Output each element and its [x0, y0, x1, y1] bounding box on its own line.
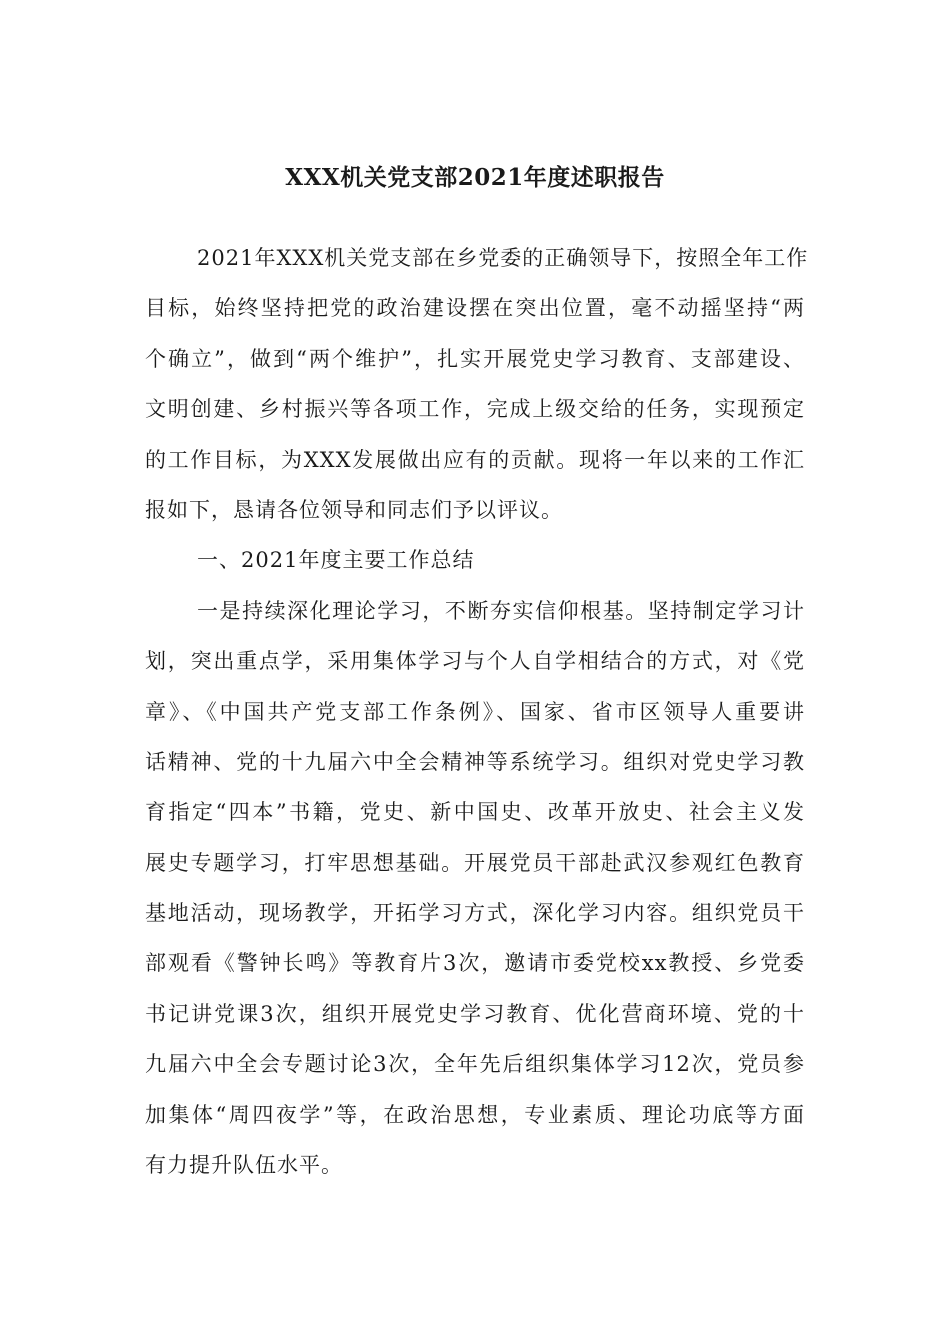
paragraph-line: 九届六中全会专题讨论3次，全年先后组织集体学习12次，党员参	[145, 1052, 805, 1077]
document-body	[145, 233, 809, 1190]
document-title: XXX机关党支部2021年度述职报告	[285, 164, 665, 191]
paragraph-line: 的工作目标，为XXX发展做出应有的贡献。现将一年以来的工作汇	[145, 447, 805, 472]
paragraph-line: 话精神、党的十九届六中全会精神等系统学习。组织对党史学习教	[145, 749, 805, 774]
paragraph-line: 文明创建、乡村振兴等各项工作，完成上级交给的任务，实现预定	[145, 397, 805, 422]
paragraph-line: 有力提升队伍水平。	[145, 1153, 343, 1178]
paragraph-line: 报如下，恳请各位领导和同志们予以评议。	[145, 497, 563, 522]
paragraph-line: 目标，始终坚持把党的政治建设摆在突出位置，毫不动摇坚持“两	[145, 296, 805, 321]
paragraph-line: 育指定“四本”书籍，党史、新中国史、改革开放史、社会主义发	[145, 800, 805, 825]
paragraph-line: 部观看《警钟长鸣》等教育片3次，邀请市委党校xx教授、乡党委	[145, 951, 805, 976]
paragraph-line: 2021年XXX机关党支部在乡党委的正确领导下，按照全年工作	[197, 246, 809, 270]
paragraph-line: 展史专题学习，打牢思想基础。开展党员干部赴武汉参观红色教育	[145, 850, 805, 875]
paragraph-line: 基地活动，现场教学，开拓学习方式，深化学习内容。组织党员干	[145, 901, 805, 926]
paragraph-line: 一是持续深化理论学习，不断夯实信仰根基。坚持制定学习计	[197, 598, 805, 623]
paragraph-line: 个确立”，做到“两个维护”，扎实开展党史学习教育、支部建设、	[145, 346, 805, 371]
paragraph-line: 书记讲党课3次，组织开展党史学习教育、优化营商环境、党的十	[145, 1001, 805, 1026]
paragraph-line: 划，突出重点学，采用集体学习与个人自学相结合的方式，对《党	[145, 649, 805, 674]
paragraph-line: 章》、《中国共产党支部工作条例》、国家、省市区领导人重要讲	[145, 699, 805, 724]
section-heading: 一、2021年度主要工作总结	[197, 548, 475, 573]
paragraph-line: 加集体“周四夜学”等，在政治思想，专业素质、理论功底等方面	[145, 1102, 805, 1127]
